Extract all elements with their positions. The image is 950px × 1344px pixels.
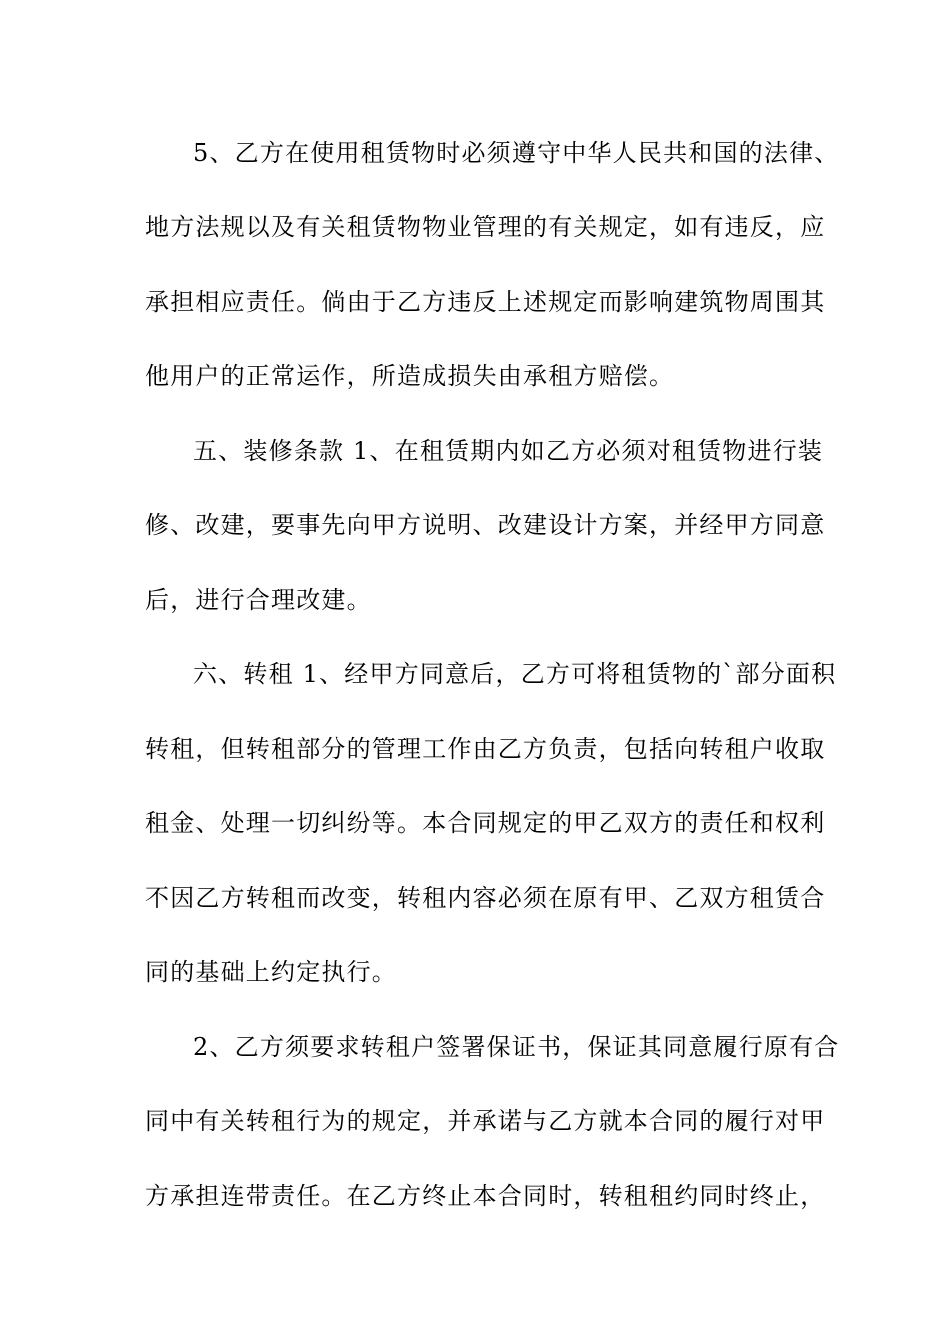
- text-line: 5、乙方在使用租赁物时必须遵守中华人民共和国的法律、: [193, 139, 840, 167]
- text-line: 后，进行合理改建。: [145, 586, 372, 614]
- text-line: 租金、处理一切纠纷等。本合同规定的甲乙双方的责任和权利: [145, 809, 826, 837]
- text-line: 地方法规以及有关租赁物物业管理的有关规定，如有违反，应: [145, 213, 826, 241]
- text-line: 修、改建，要事先向甲方说明、改建设计方案，并经甲方同意: [145, 511, 826, 539]
- text-line: 承担相应责任。倘由于乙方违反上述规定而影响建筑物周围其: [145, 288, 826, 316]
- text-line: 不因乙方转租而改变，转租内容必须在原有甲、乙双方租赁合: [145, 884, 826, 912]
- text-line: 方承担连带责任。在乙方终止本合同时，转租租约同时终止，: [145, 1182, 826, 1210]
- text-line: 他用户的正常运作，所造成损失由承租方赔偿。: [145, 362, 675, 390]
- text-line: 2、乙方须要求转租户签署保证书，保证其同意履行原有合: [193, 1033, 840, 1061]
- text-line: 转租，但转租部分的管理工作由乙方负责，包括向转租户收取: [145, 735, 826, 763]
- text-line: 同的基础上约定执行。: [145, 958, 397, 986]
- text-line: 同中有关转租行为的规定，并承诺与乙方就本合同的履行对甲: [145, 1107, 826, 1135]
- text-line: 五、装修条款 1、在租赁期内如乙方必须对租赁物进行装: [193, 437, 824, 465]
- text-line: 六、转租 1、经甲方同意后，乙方可将租赁物的`部分面积: [193, 660, 837, 688]
